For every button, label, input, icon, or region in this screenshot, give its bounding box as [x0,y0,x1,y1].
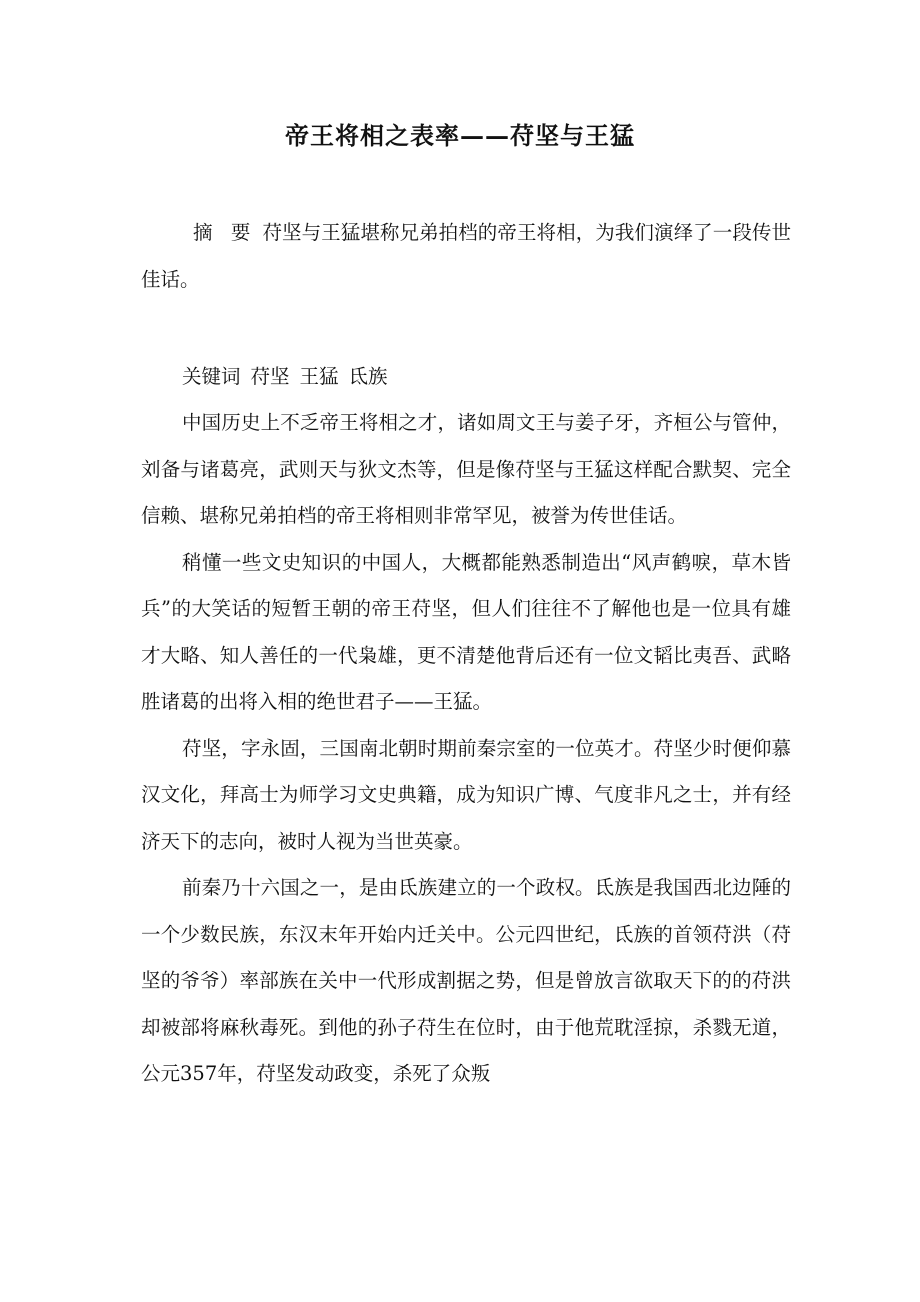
body-paragraph: 前秦乃十六国之一，是由氐族建立的一个政权。氐族是我国西北边陲的一个少数民族，东汉末年开始内迁关中。公元四世纪，氐族的首领苻洪（苻坚的爷爷）率部族在关中一代形成割据之势，但是曾放言欲取天下的的苻洪却被部将麻秋毒死。到他的孙子苻生在位时，由于他荒耽淫掠，杀戮无道，公元357年，苻坚发动政变，杀死了众叛 [141,876,791,1085]
keywords [141,354,791,401]
body-paragraph: 苻坚，字永固，三国南北朝时期前秦宗室的一位英才。苻坚少时便仰慕汉文化，拜高士为师学习文史典籍，成为知识广博、气度非凡之士，并有经济天下的志向，被时人视为当世英豪。 [141,736,791,853]
abstract-label: 摘 要 [193,221,257,244]
body-paragraph: 中国历史上不乏帝王将相之才，诸如周文王与姜子牙，齐桓公与管仲，刘备与诸葛亮，武则天与狄文杰等，但是像苻坚与王猛这样配合默契、完全信赖、堪称兄弟拍档的帝王将相则非常罕见，被誉为传世佳话。 [141,411,791,527]
document-title: 帝王将相之表率——苻坚与王猛 [285,121,635,150]
document-body [141,400,791,1098]
keywords-label: 关键词 [182,365,241,388]
abstract [141,210,791,303]
keyword-item: 王猛 [299,365,339,388]
keyword-item: 苻坚 [250,365,290,388]
body-paragraph: 稍懂一些文史知识的中国人，大概都能熟悉制造出“风声鹤唳，草木皆兵”的大笑话的短暂王朝的帝王苻坚，但人们往往不了解他也是一位具有雄才大略、知人善任的一代枭雄，更不清楚他背后还有一位文韬比夷吾、武略胜诸葛的出将入相的绝世君子——王猛。 [141,550,791,713]
abstract-text: 苻坚与王猛堪称兄弟拍档的帝王将相，为我们演绎了一段传世佳话。 [141,221,791,291]
keyword-item: 氐族 [348,365,388,388]
